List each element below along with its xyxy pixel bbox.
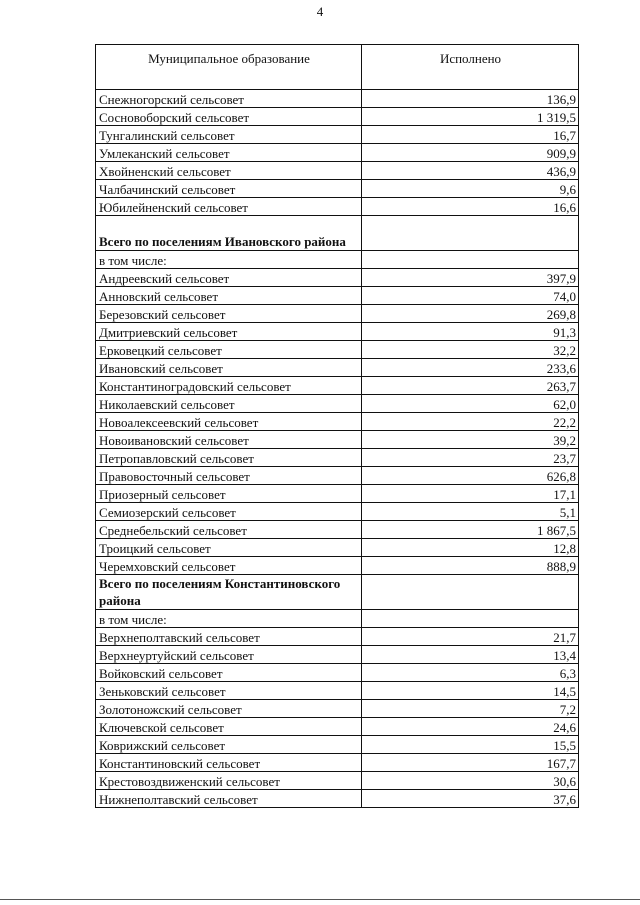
table-row [96,305,579,323]
executed-value: 37,6 [362,790,579,808]
table-row [96,557,579,575]
municipality-name: Среднебельский сельсовет [96,521,362,539]
executed-value: 136,9 [362,90,579,108]
executed-value [362,216,579,251]
scan-edge-line [0,899,640,900]
municipality-name: Зеньковский сельсовет [96,682,362,700]
table-row [96,700,579,718]
executed-value [362,610,579,628]
municipality-name: Константиноградовский сельсовет [96,377,362,395]
table-row [96,790,579,808]
table-row [96,628,579,646]
table-body [96,90,579,808]
municipality-name: Снежногорский сельсовет [96,90,362,108]
budget-table [95,44,579,808]
executed-value: 626,8 [362,467,579,485]
table-header-row [96,45,579,90]
municipality-name: Тунгалинский сельсовет [96,126,362,144]
executed-value: 5,1 [362,503,579,521]
municipality-name: Березовский сельсовет [96,305,362,323]
executed-value: 888,9 [362,557,579,575]
table-row [96,395,579,413]
executed-value: 62,0 [362,395,579,413]
municipality-name: Верхнеполтавский сельсовет [96,628,362,646]
table-row [96,682,579,700]
executed-value [362,575,579,610]
municipality-name: Сосновоборский сельсовет [96,108,362,126]
executed-value: 269,8 [362,305,579,323]
executed-value: 23,7 [362,449,579,467]
executed-value [362,251,579,269]
municipality-name: Хвойненский сельсовет [96,162,362,180]
municipality-name: Всего по поселениям Константиновского района [96,575,362,610]
municipality-name: Ключевской сельсовет [96,718,362,736]
executed-value: 74,0 [362,287,579,305]
executed-value: 167,7 [362,754,579,772]
table-row [96,251,579,269]
table-row [96,664,579,682]
executed-value: 13,4 [362,646,579,664]
executed-value: 21,7 [362,628,579,646]
municipality-name: Новоивановский сельсовет [96,431,362,449]
table-row-total [96,216,579,251]
executed-value: 397,9 [362,269,579,287]
municipality-name: Андреевский сельсовет [96,269,362,287]
municipality-name: Константиновский сельсовет [96,754,362,772]
table-row [96,718,579,736]
executed-value: 1 867,5 [362,521,579,539]
executed-value: 30,6 [362,772,579,790]
executed-value: 15,5 [362,736,579,754]
municipality-name: Коврижский сельсовет [96,736,362,754]
executed-value: 1 319,5 [362,108,579,126]
municipality-name: в том числе: [96,610,362,628]
table-row [96,431,579,449]
table-row [96,503,579,521]
executed-value: 6,3 [362,664,579,682]
table-row [96,467,579,485]
municipality-name: Новоалексеевский сельсовет [96,413,362,431]
municipality-name: Троицкий сельсовет [96,539,362,557]
municipality-name: Ивановский сельсовет [96,359,362,377]
table-row [96,754,579,772]
municipality-name: Войковский сельсовет [96,664,362,682]
municipality-name: Юбилейненский сельсовет [96,198,362,216]
table-row [96,198,579,216]
executed-value: 909,9 [362,144,579,162]
table-row [96,539,579,557]
municipality-name: Нижнеполтавский сельсовет [96,790,362,808]
header-municipality: Муниципальное образование [96,45,362,90]
table-row [96,287,579,305]
executed-value: 17,1 [362,485,579,503]
municipality-name: Дмитриевский сельсовет [96,323,362,341]
table-row [96,108,579,126]
municipality-name: Умлеканский сельсовет [96,144,362,162]
table-row [96,521,579,539]
page-number: 4 [316,4,324,19]
table-row [96,413,579,431]
table-row [96,736,579,754]
executed-value: 16,6 [362,198,579,216]
executed-value: 16,7 [362,126,579,144]
municipality-name: в том числе: [96,251,362,269]
executed-value: 32,2 [362,341,579,359]
table-row [96,610,579,628]
executed-value: 9,6 [362,180,579,198]
executed-value: 22,2 [362,413,579,431]
header-executed: Исполнено [362,45,579,90]
table-row [96,323,579,341]
municipality-name: Семиозерский сельсовет [96,503,362,521]
executed-value: 233,6 [362,359,579,377]
executed-value: 24,6 [362,718,579,736]
municipality-name: Правовосточный сельсовет [96,467,362,485]
table-row [96,377,579,395]
municipality-name: Ерковецкий сельсовет [96,341,362,359]
table-row-total [96,575,579,610]
table-row [96,180,579,198]
table-row [96,359,579,377]
municipality-name: Петропавловский сельсовет [96,449,362,467]
executed-value: 263,7 [362,377,579,395]
municipality-name: Приозерный сельсовет [96,485,362,503]
table-row [96,646,579,664]
municipality-name: Николаевский сельсовет [96,395,362,413]
executed-value: 39,2 [362,431,579,449]
municipality-name: Анновский сельсовет [96,287,362,305]
table-row [96,90,579,108]
table-row [96,772,579,790]
table-row [96,449,579,467]
municipality-name: Черемховский сельсовет [96,557,362,575]
table-row [96,144,579,162]
table-row [96,269,579,287]
executed-value: 14,5 [362,682,579,700]
executed-value: 7,2 [362,700,579,718]
table-row [96,341,579,359]
municipality-name: Золотоножский сельсовет [96,700,362,718]
table-row [96,485,579,503]
municipality-name: Всего по поселениям Ивановского района [96,216,362,251]
executed-value: 436,9 [362,162,579,180]
executed-value: 12,8 [362,539,579,557]
municipality-name: Крестовоздвиженский сельсовет [96,772,362,790]
executed-value: 91,3 [362,323,579,341]
municipality-name: Верхнеуртуйский сельсовет [96,646,362,664]
municipality-name: Чалбачинский сельсовет [96,180,362,198]
table-row [96,162,579,180]
table-row [96,126,579,144]
